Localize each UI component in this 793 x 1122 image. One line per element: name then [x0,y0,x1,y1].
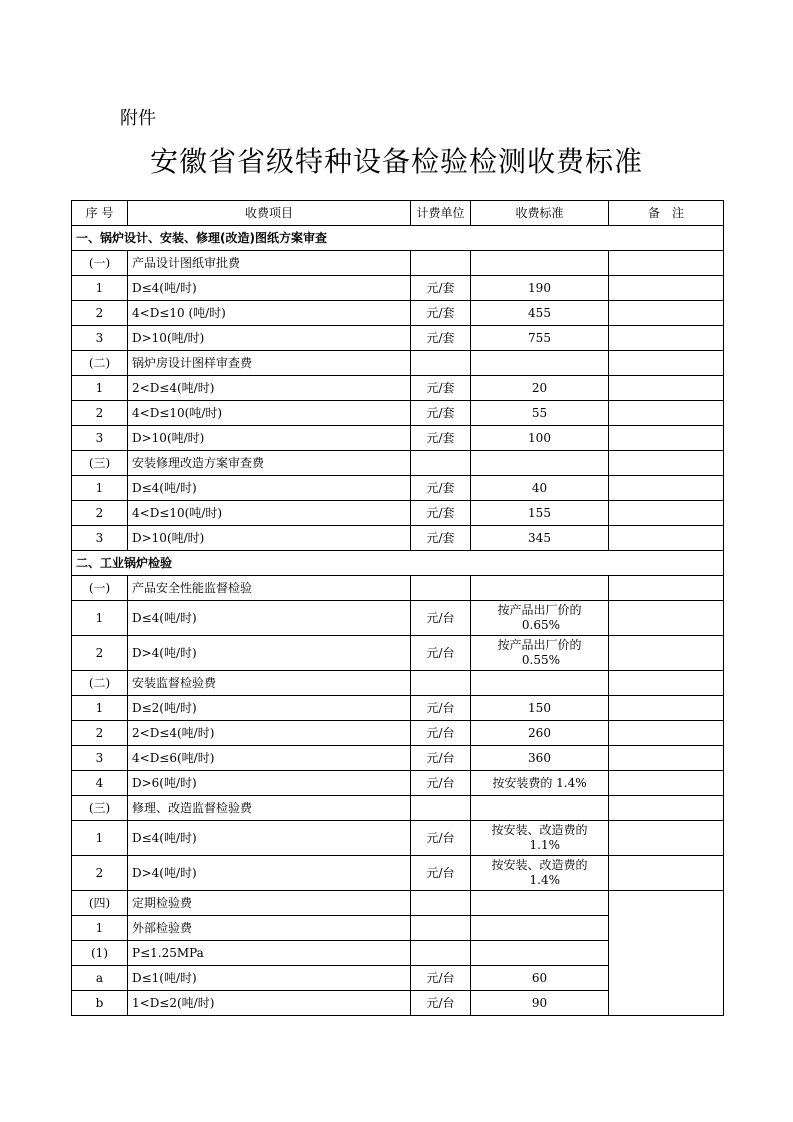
row-index: 3 [72,526,128,551]
row-item: 安装修理改造方案审查费 [128,451,411,476]
row-unit [411,351,471,376]
table-row [72,636,724,671]
row-unit [411,916,471,941]
row-item: D>10(吨/时) [128,426,411,451]
row-index: (二) [72,351,128,376]
row-index: 1 [72,476,128,501]
row-index: (1) [72,941,128,966]
row-std [471,941,609,966]
row-item: 产品设计图纸审批费 [128,251,411,276]
row-unit: 元/台 [411,771,471,796]
row-index: 1 [72,601,128,636]
row-item: 2<D≤4(吨/时) [128,721,411,746]
header-std: 收费标准 [471,201,609,226]
row-note [609,721,724,746]
row-index: 2 [72,721,128,746]
row-note [609,376,724,401]
row-item: 4<D≤6(吨/时) [128,746,411,771]
row-std: 155 [471,501,609,526]
row-item: D>10(吨/时) [128,526,411,551]
row-std [471,601,609,636]
row-unit [411,451,471,476]
row-item: P≤1.25MPa [128,941,411,966]
row-std: 100 [471,426,609,451]
table-row [72,856,724,891]
row-index: 2 [72,636,128,671]
row-std [471,451,609,476]
row-std [471,916,609,941]
header-unit: 计费单位 [411,201,471,226]
row-std: 190 [471,276,609,301]
row-item: D>4(吨/时) [128,636,411,671]
row-unit: 元/套 [411,426,471,451]
row-index: 1 [72,916,128,941]
row-index: 4 [72,771,128,796]
row-note [609,476,724,501]
row-std: 755 [471,326,609,351]
row-note [609,821,724,856]
row-index: (二) [72,671,128,696]
row-unit: 元/台 [411,636,471,671]
row-index: 1 [72,276,128,301]
row-note [609,426,724,451]
row-index: 3 [72,326,128,351]
row-note [609,351,724,376]
section-label: 一、锅炉设计、安装、修理(改造)图纸方案审查 [72,226,724,251]
row-std-line2: 0.65% [521,618,560,632]
row-item: D≤4(吨/时) [128,276,411,301]
attachment-label: 附件 [120,108,156,129]
row-unit [411,891,471,916]
row-note [609,636,724,671]
row-index: (一) [72,576,128,601]
row-std-line2: 1.1% [529,838,560,852]
row-item: D≤4(吨/时) [128,601,411,636]
row-std [471,636,609,671]
row-std: 150 [471,696,609,721]
table-row [72,721,724,746]
table-row [72,426,724,451]
row-index: 1 [72,696,128,721]
row-unit: 元/台 [411,746,471,771]
row-std [471,671,609,696]
row-note [609,301,724,326]
header-note: 备 注 [609,201,724,226]
row-item: 锅炉房设计图样审查费 [128,351,411,376]
row-std [471,856,609,891]
row-note-merged [609,891,724,1016]
row-std [471,891,609,916]
row-item: 产品安全性能监督检验 [128,576,411,601]
row-item: D>6(吨/时) [128,771,411,796]
row-unit: 元/台 [411,721,471,746]
row-std [471,576,609,601]
row-std: 按安装费的 1.4% [471,771,609,796]
row-index: a [72,966,128,991]
table-row [72,601,724,636]
table-row [72,746,724,771]
row-unit: 元/套 [411,326,471,351]
table-row [72,351,724,376]
row-note [609,401,724,426]
row-item: D≤2(吨/时) [128,696,411,721]
table-row [72,276,724,301]
row-index: (三) [72,451,128,476]
document-title: 安徽省省级特种设备检验检测收费标准 [149,145,643,178]
row-index: 3 [72,426,128,451]
row-note [609,326,724,351]
header-seq: 序 号 [72,201,128,226]
row-unit: 元/套 [411,301,471,326]
row-std: 55 [471,401,609,426]
row-item: 4<D≤10(吨/时) [128,501,411,526]
row-unit: 元/台 [411,966,471,991]
table-header-row [72,201,724,226]
row-index: 3 [72,746,128,771]
row-std: 455 [471,301,609,326]
table-row [72,796,724,821]
row-item: D≤1(吨/时) [128,966,411,991]
row-item: 1<D≤2(吨/时) [128,991,411,1016]
row-note [609,671,724,696]
table-row [72,526,724,551]
row-note [609,696,724,721]
row-item: 4<D≤10(吨/时) [128,401,411,426]
row-std-line1: 按安装、改造费的 [491,858,588,872]
header-item: 收费项目 [128,201,411,226]
row-std: 360 [471,746,609,771]
table-row [72,376,724,401]
row-note [609,796,724,821]
table-row [72,771,724,796]
table-row [72,476,724,501]
row-unit [411,251,471,276]
row-note [609,501,724,526]
row-index: 1 [72,821,128,856]
row-unit [411,671,471,696]
table-row [72,821,724,856]
fee-table [71,200,724,1016]
row-index: 2 [72,401,128,426]
section-row [72,551,724,576]
row-index: 2 [72,501,128,526]
row-std-line1: 按安装、改造费的 [491,823,588,837]
row-unit: 元/套 [411,401,471,426]
row-note [609,746,724,771]
row-unit: 元/套 [411,376,471,401]
table-row [72,401,724,426]
row-note [609,576,724,601]
row-unit: 元/台 [411,601,471,636]
row-unit [411,941,471,966]
row-std-line1: 按产品出厂价的 [497,638,582,652]
row-std: 260 [471,721,609,746]
row-note [609,601,724,636]
row-unit: 元/台 [411,856,471,891]
row-unit: 元/台 [411,821,471,856]
row-std: 60 [471,966,609,991]
row-item: 4<D≤10 (吨/时) [128,301,411,326]
row-std [471,796,609,821]
row-index: 2 [72,301,128,326]
row-std [471,351,609,376]
row-index: b [72,991,128,1016]
table-row [72,251,724,276]
row-std: 40 [471,476,609,501]
row-unit: 元/台 [411,991,471,1016]
row-note [609,451,724,476]
row-std [471,251,609,276]
row-std: 20 [471,376,609,401]
row-unit: 元/台 [411,696,471,721]
row-std-line1: 按产品出厂价的 [497,603,582,617]
row-index: (一) [72,251,128,276]
row-unit: 元/套 [411,476,471,501]
table-row [72,576,724,601]
row-unit: 元/套 [411,276,471,301]
row-note [609,526,724,551]
row-item: D>10(吨/时) [128,326,411,351]
table-row [72,451,724,476]
row-item: 2<D≤4(吨/时) [128,376,411,401]
row-item: D>4(吨/时) [128,856,411,891]
row-unit: 元/套 [411,526,471,551]
table-row [72,301,724,326]
row-unit [411,576,471,601]
row-item: D≤4(吨/时) [128,476,411,501]
section-label: 二、工业锅炉检验 [72,551,724,576]
row-item: 安装监督检验费 [128,671,411,696]
row-item: 外部检验费 [128,916,411,941]
row-note [609,771,724,796]
row-index: (四) [72,891,128,916]
row-item: 修理、改造监督检验费 [128,796,411,821]
row-note [609,856,724,891]
row-note [609,251,724,276]
table-row [72,501,724,526]
table-row [72,891,724,916]
row-unit: 元/套 [411,501,471,526]
row-item: 定期检验费 [128,891,411,916]
row-std: 345 [471,526,609,551]
row-index: 1 [72,376,128,401]
table-row [72,696,724,721]
row-unit [411,796,471,821]
row-index: 2 [72,856,128,891]
row-index: (三) [72,796,128,821]
section-row [72,226,724,251]
row-std: 90 [471,991,609,1016]
table-row [72,326,724,351]
row-std [471,821,609,856]
row-item: D≤4(吨/时) [128,821,411,856]
row-std-line2: 0.55% [521,653,560,667]
table-row [72,671,724,696]
row-note [609,276,724,301]
row-std-line2: 1.4% [529,873,560,887]
